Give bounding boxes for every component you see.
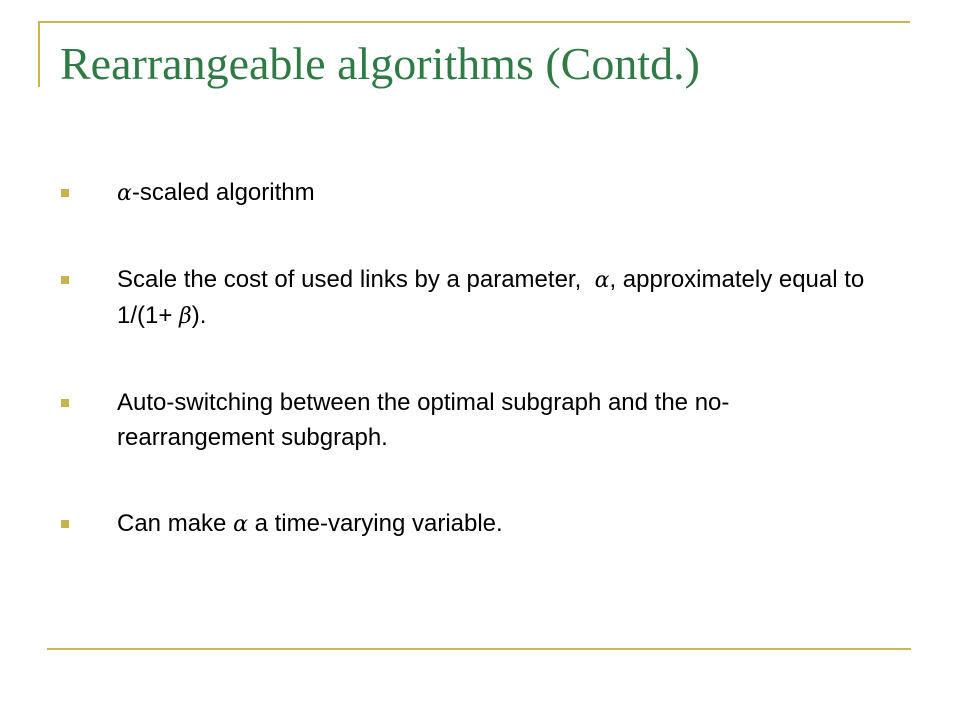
bullet-marker-icon — [61, 276, 69, 284]
bullet-marker-icon — [61, 399, 69, 407]
bullet-text: , approximately equal to 1/(1+ — [117, 266, 871, 329]
bottom-rule — [47, 648, 911, 650]
bullet-text: a time-varying variable. — [247, 510, 503, 537]
top-rule — [40, 21, 910, 23]
bullet-marker-icon — [61, 189, 69, 197]
bullet-text: Scale the cost of used links by a parameter, — [117, 266, 595, 293]
bullet-list — [60, 175, 880, 593]
bullet-text: ). — [191, 302, 207, 329]
slide-title: Rearrangeable algorithms (Contd.) — [60, 38, 700, 89]
bullet-item — [60, 175, 880, 211]
bullet-item — [60, 506, 880, 542]
bullet-text: Auto-switching between the optimal subgraph and the no-rearrangement subgraph. — [117, 389, 730, 451]
bullet-item — [60, 385, 880, 455]
bullet-marker-icon — [61, 520, 69, 528]
alpha-symbol: α — [233, 512, 248, 537]
bullet-item — [60, 262, 880, 334]
alpha-symbol: α — [117, 181, 132, 206]
alpha-symbol: α — [594, 268, 610, 293]
bullet-text: -scaled algorithm — [131, 179, 315, 206]
beta-symbol: β — [179, 304, 192, 329]
left-rule — [38, 21, 40, 87]
bullet-text: Can make — [117, 510, 234, 537]
